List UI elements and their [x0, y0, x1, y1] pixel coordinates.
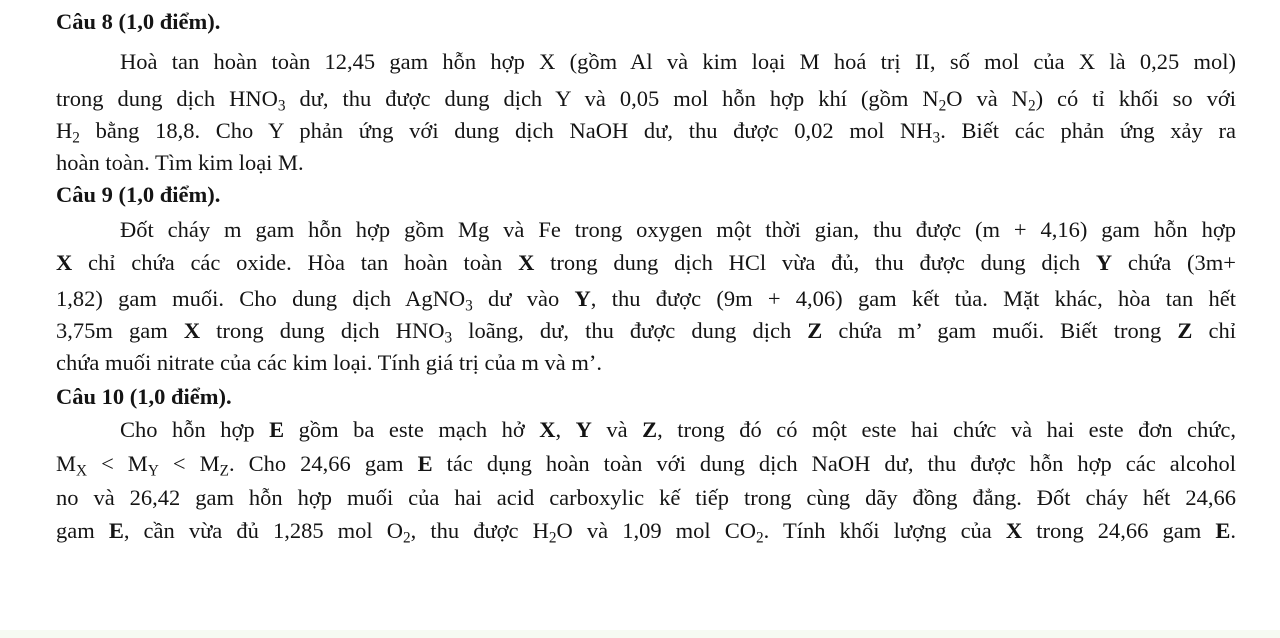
question-8-line-4: hoàn toàn. Tìm kim loại M.	[56, 150, 304, 175]
question-8-heading: Câu 8 (1,0 điểm).	[56, 9, 221, 34]
question-10-line-1: Cho hỗn hợp E gồm ba este mạch hở X, Y và Z, trong đó có một este hai chức và hai este đơn chức,	[120, 417, 1237, 442]
question-9-line-2: X chỉ chứa các oxide. Hòa tan hoàn toàn X trong dung dịch HCl vừa đủ, thu được dung dịch Y chứa (3m+	[56, 250, 1236, 275]
page-bottom-edge	[0, 630, 1280, 638]
question-10-heading: Câu 10 (1,0 điểm).	[56, 384, 232, 409]
question-10-line-4: gam E, cần vừa đủ 1,285 mol $O_2$, thu được $H_2O$ và 1,09 mol $CO_2$. Tính khối lượng của X trong 24,66 gam E.	[56, 518, 1236, 547]
question-10-line-2: $M_X < M_Y < M_Z$. Cho 24,66 gam E tác dụng hoàn toàn với dung dịch NaOH dư, thu được hỗn hợp các alcohol	[56, 451, 1236, 480]
question-8-line-3: $H_2$ bằng 18,8. Cho Y phản ứng với dung dịch NaOH dư, thu được 0,02 mol $NH_3$. Biết các phản ứng xảy ra	[56, 118, 1236, 147]
question-9-line-5: chứa muối nitrate của các kim loại. Tính giá trị của m và m’.	[56, 350, 602, 375]
question-9-line-4: 3,75m gam X trong dung dịch $HNO_3$ loãng, dư, thu được dung dịch Z chứa m’ gam muối. Biết trong Z chỉ	[56, 318, 1236, 347]
question-8-line-1: Hoà tan hoàn toàn 12,45 gam hỗn hợp X (gồm Al và kim loại M hoá trị II, số mol của X là 0,25 mol)	[120, 49, 1236, 74]
question-9-line-3: 1,82) gam muối. Cho dung dịch AgNO$_3$ dư vào Y, thu được (9m + 4,06) gam kết tủa. Mặt khác, hòa tan hết	[56, 286, 1237, 315]
question-10-line-3: no và 26,42 gam hỗn hợp muối của hai acid carboxylic kế tiếp trong cùng dãy đồng đẳng. Đốt cháy hết 24,66	[56, 485, 1236, 510]
question-9-line-1: Đốt cháy m gam hỗn hợp gồm Mg và Fe trong oxygen một thời gian, thu được (m + 4,16) gam hỗn hợp	[120, 217, 1236, 242]
question-8-line-2: trong dung dịch $HNO_3$ dư, thu được dung dịch Y và 0,05 mol hỗn hợp khí (gồm $N_2O$ và $N_2$) có tỉ khối so với	[56, 86, 1237, 115]
question-9-heading: Câu 9 (1,0 điểm).	[56, 182, 221, 207]
